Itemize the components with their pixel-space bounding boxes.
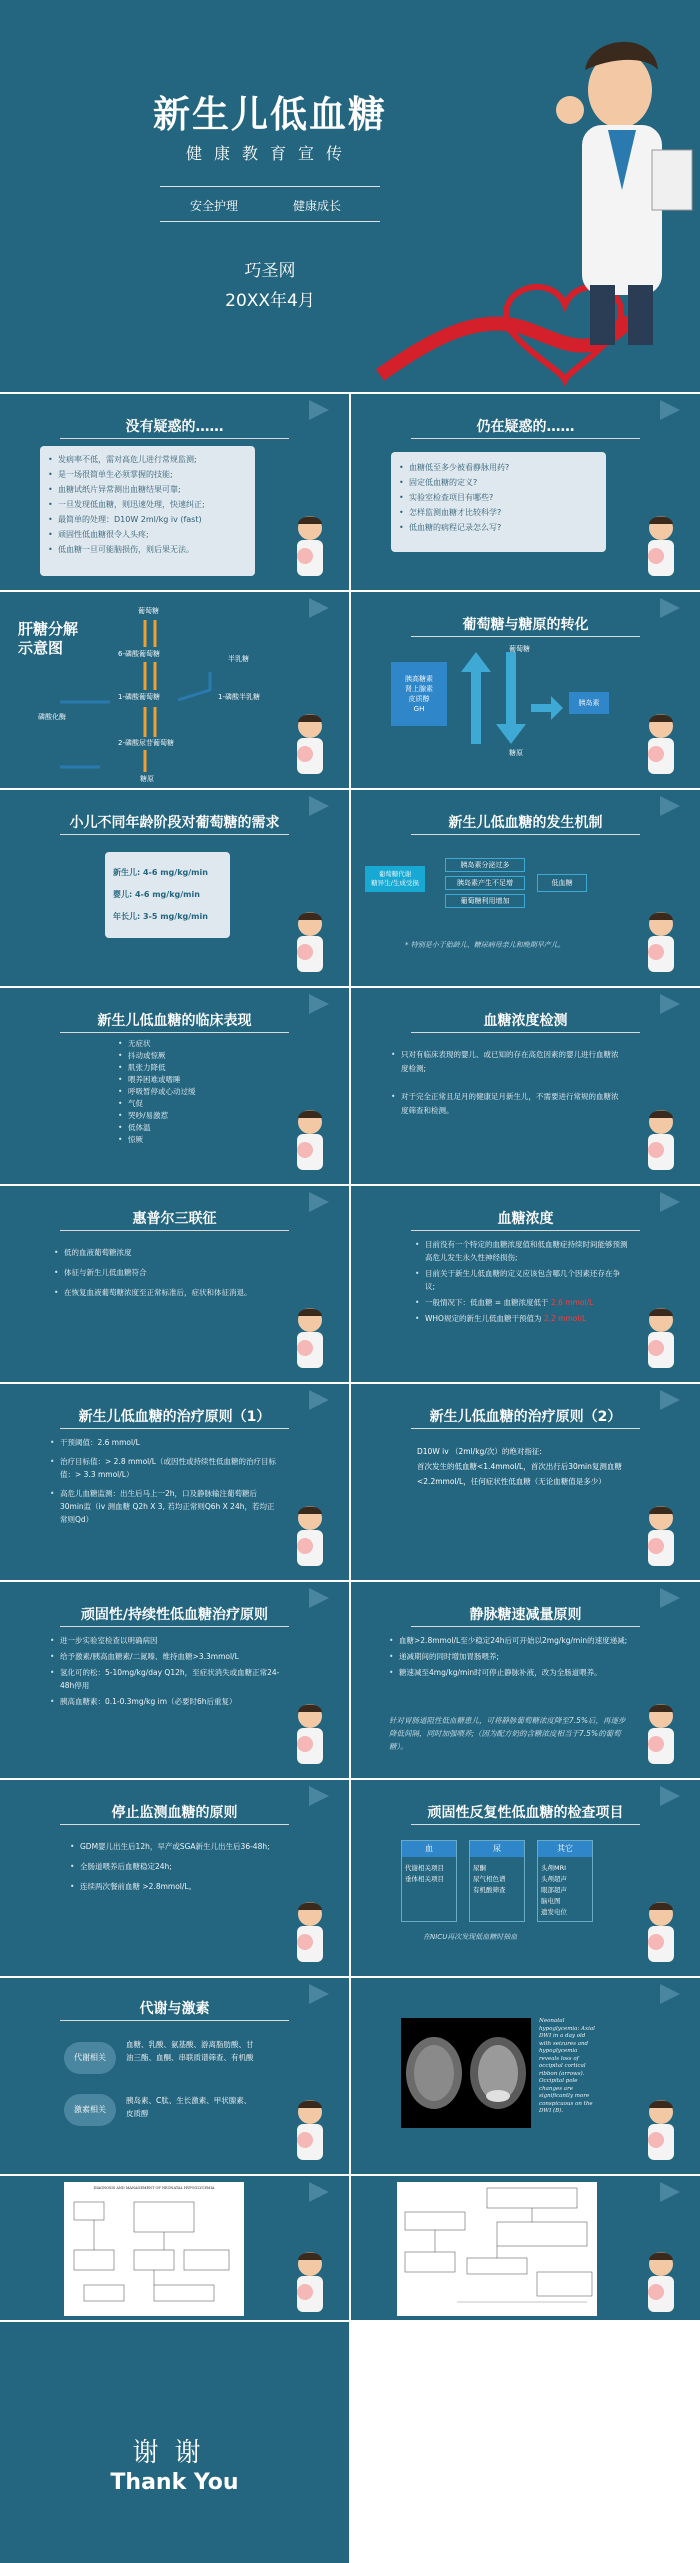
doctor-icon bbox=[636, 1304, 686, 1372]
list-item: • 喂养困难或嗜睡 bbox=[118, 1074, 196, 1086]
doctor-icon bbox=[285, 1502, 335, 1570]
list-item: • 肌张力降低 bbox=[118, 1062, 196, 1074]
symptom-list bbox=[118, 1038, 196, 1146]
corner-arrow-icon bbox=[660, 2182, 680, 2202]
list-item: • 高危儿血糖监测：出生后马上一2h，口及静脉输注葡萄糖后30min监（iv 测血糖 Q2h X 3, 若均正常则Q6h X 24h，若均正常则Qd） bbox=[50, 1487, 280, 1526]
mri-caption: Neonatal hypoglycemia: Axial DWI in a day old with seizures and hypoglycemia reveals loss of occipital cortical ribbon (arrows). Occipital pole changes are significantly more conspicuous on the DWI (B). bbox=[539, 2018, 595, 2114]
title-underline bbox=[60, 834, 289, 835]
label-g6p: 6-磷酸葡萄糖 bbox=[118, 650, 160, 658]
slide-refractory-treatment bbox=[0, 1582, 349, 1778]
cover-title: 新生儿低血糖 bbox=[153, 93, 387, 136]
thanks-english: Thank You bbox=[110, 2470, 239, 2495]
needs-panel bbox=[105, 852, 230, 938]
slide-whipple bbox=[0, 1186, 349, 1382]
doctor-icon bbox=[285, 512, 335, 580]
slide-mri bbox=[351, 1978, 700, 2174]
document-title: DIAGNOSIS AND MANAGEMENT OF NEONATAL HYPOGLYCEMIA bbox=[93, 2186, 215, 2190]
doctor-icon bbox=[636, 2248, 686, 2316]
hormone-tag: 激素相关 bbox=[64, 2094, 116, 2126]
column-head: 尿 bbox=[470, 1841, 524, 1857]
list-item: • 血糖低至多少被看静脉用药? bbox=[399, 460, 598, 475]
slide-workup bbox=[351, 1780, 700, 1976]
label-gal1p: 1-磷酸半乳糖 bbox=[218, 693, 260, 701]
doctor-icon bbox=[636, 1502, 686, 1570]
cover-date: 20XX年4月 bbox=[225, 291, 315, 311]
slide-title: 血糖浓度检测 bbox=[483, 1013, 568, 1029]
list-item: • 干预阈值：2.6 mmol/L bbox=[50, 1436, 280, 1449]
thanks-slide bbox=[0, 2322, 349, 2563]
taper-note: 针对胃肠道阻性低血糖患儿，可将静脉葡萄糖浓度降至7.5%后，再逐步降低间隔，同时加强喂养;（因为配方奶的含糖浓度相当于7.5%的葡萄糖）。 bbox=[389, 1716, 626, 1751]
list-item: • GDM婴儿出生后12h，早产或SGA新生儿出生后36-48h; bbox=[70, 1840, 285, 1854]
workup-column-other bbox=[537, 1840, 593, 1922]
slide-title: 没有疑惑的…… bbox=[125, 419, 224, 435]
list-item: • 是一场很简单生必须掌握的技能; bbox=[48, 467, 247, 482]
title-underline bbox=[60, 1626, 289, 1627]
slide-glucose-testing bbox=[351, 988, 700, 1184]
cover-divider-top bbox=[160, 186, 380, 187]
needs-child: 年长儿: 3-5 mg/kg/min bbox=[113, 912, 208, 921]
list-item: • 胰高血糖素：0.1-0.3mg/kg im（必要时6h后重复） bbox=[50, 1695, 280, 1708]
list-item: • 抖动或惊厥 bbox=[118, 1050, 196, 1062]
title-underline bbox=[60, 2020, 289, 2021]
cover-divider-bottom bbox=[160, 221, 380, 222]
title-underline bbox=[411, 1626, 640, 1627]
slide-title: 代谢与激素 bbox=[139, 2001, 210, 2017]
workup-note: 在NICU再次发现低血糖时抽血 bbox=[423, 1933, 518, 1941]
label-udpg: 2-磷酸尿苷葡萄糖 bbox=[118, 739, 174, 747]
label-phosphorylase: 磷酸化酶 bbox=[38, 713, 66, 721]
list-item: • 一般情况下：低血糖 = 血糖浓度低于 2.6 mmol/L bbox=[415, 1296, 630, 1309]
list-item: • 血糖>2.8mmol/L至少稳定24h后可开始以2mg/kg/min的速度递减; bbox=[389, 1634, 639, 1647]
slide-no-doubt bbox=[0, 394, 349, 590]
bullet-panel bbox=[40, 446, 255, 576]
title-underline bbox=[60, 1032, 289, 1033]
label-glucose: 葡萄糖 bbox=[509, 645, 530, 653]
doctor-icon bbox=[285, 710, 335, 778]
taper-list bbox=[389, 1634, 639, 1679]
list-item: • 进一步实验室检查以明确病因 bbox=[50, 1634, 280, 1647]
stop-list bbox=[70, 1840, 285, 1894]
doctor-icon bbox=[636, 908, 686, 976]
doctor-icon bbox=[636, 1700, 686, 1768]
list-item: • 气促 bbox=[118, 1098, 196, 1110]
list-item: • 实验室检查项目有哪些? bbox=[399, 490, 598, 505]
title-underline bbox=[411, 636, 640, 637]
needs-infant: 婴儿: 4-6 mg/kg/min bbox=[113, 890, 200, 899]
flowchart-lines bbox=[64, 2190, 244, 2310]
list-item: • 呼吸暂停或心动过缓 bbox=[118, 1086, 196, 1098]
cause-box: 胰岛素分泌过多 bbox=[445, 858, 525, 872]
list-item: • 治疗目标值：> 2.8 mmol/L（或因性或持续性低血糖的治疗目标值：> 3.3 mmol/L） bbox=[50, 1455, 280, 1481]
cover-slide bbox=[0, 0, 700, 392]
flowchart-document bbox=[397, 2182, 597, 2316]
list-item: • 氢化可的松：5-10mg/kg/day Q12h，至症状消失或血糖正常24-48h停用 bbox=[50, 1666, 280, 1692]
cause-box: 胰岛素产生不足增 bbox=[445, 876, 525, 890]
thanks-chinese: 谢谢 bbox=[132, 2438, 217, 2468]
insulin-box: 胰岛素 bbox=[569, 692, 609, 714]
hormone-box: 胰高糖素 肾上腺素 皮质醇 GH bbox=[391, 662, 447, 726]
cover-tag-left: 安全护理 bbox=[190, 199, 239, 213]
flowchart-lines bbox=[397, 2182, 597, 2316]
slide-title: 肝糖分解 示意图 bbox=[18, 620, 79, 657]
slide-title: 顽固性反复性低血糖的检查项目 bbox=[427, 1805, 624, 1821]
doctor-icon bbox=[285, 908, 335, 976]
list-item: • 只对有临床表现的婴儿、或已知的存在高危因素的婴儿进行血糖浓度检测; bbox=[391, 1048, 621, 1076]
workup-column-blood bbox=[401, 1840, 457, 1922]
doctor-icon bbox=[636, 2096, 686, 2164]
label-glucose: 葡萄糖 bbox=[138, 607, 159, 615]
doctor-icon bbox=[285, 1700, 335, 1768]
metabolic-tag: 代谢相关 bbox=[64, 2042, 116, 2074]
slide-title: 惠普尔三联征 bbox=[132, 1211, 217, 1227]
list-item: • WHO规定的新生儿低血糖干预值为 2.2 mmol/L bbox=[415, 1312, 630, 1325]
label-glycogen: 糖原 bbox=[509, 749, 523, 757]
doctor-icon bbox=[285, 1304, 335, 1372]
threshold-value: 2.6 mmol/L bbox=[550, 1298, 594, 1307]
list-item: • 最简单的处理：D10W 2ml/kg iv (fast) bbox=[48, 512, 247, 527]
list-item: • 低血糖的病程记录怎么写? bbox=[399, 520, 598, 535]
list-item: • 连续两次餐前血糖 >2.8mmol/L。 bbox=[70, 1880, 285, 1894]
mri-scan-image bbox=[401, 2018, 531, 2128]
slide-title: 停止监测血糖的原则 bbox=[111, 1805, 238, 1821]
list-item: • 发病率不低，需对高危儿进行常规监测; bbox=[48, 452, 247, 467]
needs-neonate: 新生儿: 4-6 mg/kg/min bbox=[113, 868, 208, 877]
list-item: • 糖速减至4mg/kg/min时可停止静脉补液，改为全肠道喂养。 bbox=[389, 1666, 639, 1679]
refractory-list bbox=[50, 1634, 280, 1708]
title-underline bbox=[60, 1230, 289, 1231]
whipple-list bbox=[54, 1246, 279, 1300]
title-underline bbox=[411, 438, 640, 439]
title-underline bbox=[411, 1032, 640, 1033]
slide-taper bbox=[351, 1582, 700, 1778]
list-item: • 低的血液葡萄糖浓度 bbox=[54, 1246, 279, 1260]
slide-title: 顽固性/持续性低血糖治疗原则 bbox=[80, 1607, 269, 1623]
list-item: • 怎样监测血糖才比较科学? bbox=[399, 505, 598, 520]
doctor-illustration bbox=[370, 30, 700, 392]
cover-tag-right: 健康成长 bbox=[293, 199, 342, 213]
list-item: • 固定低血糖的定义? bbox=[399, 475, 598, 490]
doctor-icon bbox=[285, 1898, 335, 1966]
slide-title: 静脉糖速减量原则 bbox=[469, 1607, 582, 1623]
doctor-icon bbox=[636, 512, 686, 580]
label-glycogen: 糖原 bbox=[140, 775, 154, 783]
list-item: • 目前没有一个特定的血糖浓度值和低血糖症持续时间能够预测高危儿发生永久性神经损伤; bbox=[415, 1238, 630, 1264]
bullet-panel bbox=[391, 452, 606, 552]
list-item: • 低血糖一旦可能脑损伤，则后果无法。 bbox=[48, 542, 247, 557]
metabolism-box: 葡萄糖代谢 糖异生/生成受损 bbox=[365, 866, 425, 892]
who-threshold-value: 2.2 mmol/L bbox=[543, 1314, 587, 1323]
column-body: 头颅MRI 头颅超声 眼部超声 脑电图 遗发电位 bbox=[541, 1864, 567, 1916]
slide-still-doubt bbox=[351, 394, 700, 590]
list-item: • 全肠道喂养后血糖稳定24h; bbox=[70, 1860, 285, 1874]
column-body: 尿酮 尿气相色谱 有机酸筛查 bbox=[473, 1864, 506, 1894]
list-item: • 目前关于新生儿低血糖的定义应该包含哪几个因素还存在争议; bbox=[415, 1267, 630, 1293]
slide-title: 新生儿低血糖的治疗原则（1） bbox=[78, 1409, 271, 1425]
corner-arrow-icon bbox=[309, 598, 329, 618]
list-item: • 在恢复血液葡萄糖浓度至正常标准后，症状和体征消退。 bbox=[54, 1286, 279, 1300]
slide-glucose-needs bbox=[0, 790, 349, 986]
slide-treatment-2 bbox=[351, 1384, 700, 1580]
cover-subtitle: 健康教育宣传 bbox=[185, 144, 354, 163]
list-item: • 体征与新生儿低血糖符合 bbox=[54, 1266, 279, 1280]
label-g1p: 1-磷酸葡萄糖 bbox=[118, 693, 160, 701]
doctor-icon bbox=[636, 710, 686, 778]
slide-clinical bbox=[0, 988, 349, 1184]
list-item: • 低体温 bbox=[118, 1122, 196, 1134]
doctor-icon bbox=[285, 1106, 335, 1174]
list-item: • 惊厥 bbox=[118, 1134, 196, 1146]
list-item: • 递减期间的同时增加胃肠喂养; bbox=[389, 1650, 639, 1663]
workup-column-urine bbox=[469, 1840, 525, 1922]
column-head: 血 bbox=[402, 1841, 456, 1857]
slide-title: 新生儿低血糖的临床表现 bbox=[97, 1013, 252, 1029]
slide-title: 新生儿低血糖的发生机制 bbox=[448, 815, 603, 831]
cause-box: 葡萄糖利用增加 bbox=[445, 894, 525, 908]
slide-title: 仍在疑惑的…… bbox=[476, 419, 575, 435]
title-underline bbox=[411, 1428, 640, 1429]
list-item: • 哭吵/易激惹 bbox=[118, 1110, 196, 1122]
conversion-arrows bbox=[461, 652, 581, 752]
title-underline bbox=[411, 1824, 640, 1825]
slide-flowchart-2 bbox=[351, 2176, 700, 2320]
hypoglycemia-box: 低血糖 bbox=[537, 874, 587, 892]
mechanism-note: * 特别是小于胎龄儿、糖尿病母亲儿和晚期早产儿。 bbox=[405, 941, 565, 949]
slide-title: 新生儿低血糖的治疗原则（2） bbox=[429, 1409, 622, 1425]
title-underline bbox=[411, 1230, 640, 1231]
doctor-icon bbox=[285, 2096, 335, 2164]
list-item: • 顽固性低血糖很令人头疼; bbox=[48, 527, 247, 542]
slide-title: 葡萄糖与糖原的转化 bbox=[462, 617, 589, 633]
slide-glycogenolysis bbox=[0, 592, 349, 788]
column-head: 其它 bbox=[538, 1841, 592, 1857]
slide-stop-monitoring bbox=[0, 1780, 349, 1976]
title-underline bbox=[60, 438, 289, 439]
blank-area bbox=[351, 2322, 700, 2563]
treatment-list bbox=[50, 1436, 280, 1526]
slide-mechanism bbox=[351, 790, 700, 986]
list-item: • 血糖试纸片异常测出血糖结果可靠; bbox=[48, 482, 247, 497]
testing-list bbox=[391, 1048, 621, 1118]
doctor-icon bbox=[636, 1106, 686, 1174]
label-galactose: 半乳糖 bbox=[228, 655, 249, 663]
corner-arrow-icon bbox=[660, 1984, 680, 2004]
slide-treatment-1 bbox=[0, 1384, 349, 1580]
title-underline bbox=[60, 1428, 289, 1429]
hormone-text: 胰岛素、C肽、生长激素、甲状腺素、皮质醇 bbox=[126, 2096, 252, 2118]
column-body: 代谢相关项目 垂体相关项目 bbox=[405, 1864, 444, 1883]
slide-title: 血糖浓度 bbox=[497, 1211, 554, 1227]
list-item: • 无症状 bbox=[118, 1038, 196, 1050]
slide-flowchart-1 bbox=[0, 2176, 349, 2320]
cover-organization: 巧圣网 bbox=[244, 261, 296, 281]
slide-title: 小儿不同年龄阶段对葡萄糖的需求 bbox=[69, 815, 280, 831]
title-underline bbox=[411, 834, 640, 835]
corner-arrow-icon bbox=[309, 2182, 329, 2202]
slide-glucose-glycogen bbox=[351, 592, 700, 788]
doctor-icon bbox=[636, 1898, 686, 1966]
title-underline bbox=[60, 1824, 289, 1825]
treatment-text: D10W iv （2ml/kg/次）的绝对指征: 首次发生的低血糖<1.4mmol/L，首次出行后30min复测血糖<2.2mmol/L，任何症状性低血糖（无论血糖值是多少） bbox=[417, 1447, 622, 1486]
doctor-icon bbox=[285, 2248, 335, 2316]
flowchart-document bbox=[64, 2182, 244, 2316]
level-list bbox=[415, 1238, 630, 1325]
list-item: • 一旦发现低血糖，则迅速处理，快速纠正; bbox=[48, 497, 247, 512]
slide-metabolic bbox=[0, 1978, 349, 2174]
list-item: • 给予激素/胰高血糖素/二氮嗪、维持血糖>3.3mmol/L bbox=[50, 1650, 280, 1663]
list-item: • 对于完全正常且足月的健康足月新生儿，不需要进行常规的血糖浓度筛查和检测。 bbox=[391, 1090, 621, 1118]
slide-glucose-level bbox=[351, 1186, 700, 1382]
metabolic-text: 血糖、乳酸、氨基酸、游离脂肪酸、甘油三酯、血酮、串联质谱筛查、有机酸 bbox=[126, 2040, 254, 2062]
